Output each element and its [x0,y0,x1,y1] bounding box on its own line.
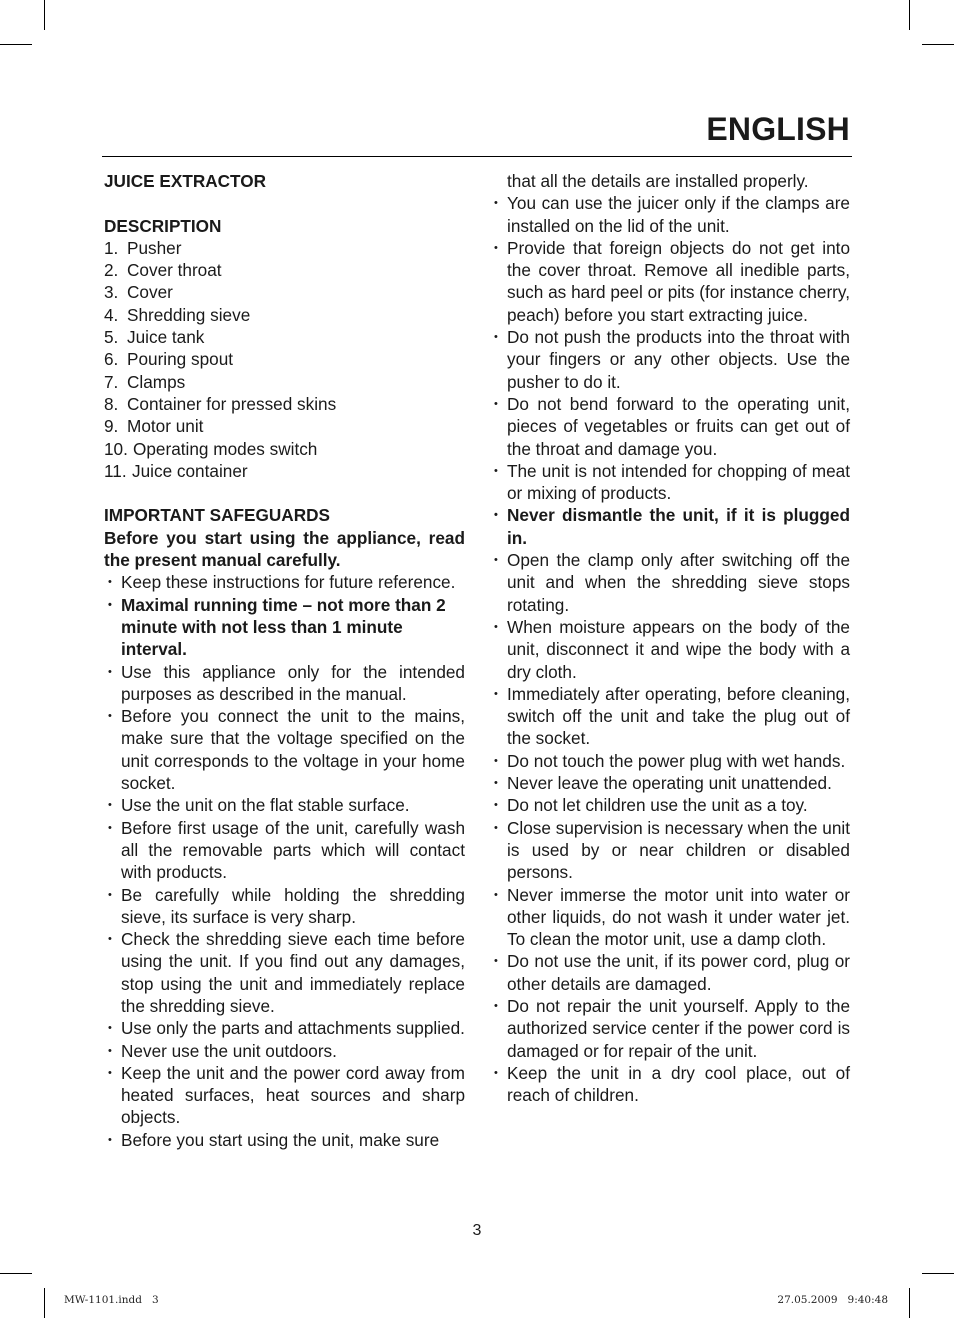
list-item: • Never leave the operating unit unattended. [490,772,850,794]
list-item: • Provide that foreign objects do not get into the cover throat. Remove all inedible parts, such as hard peel or pits (for instance cherry, peach) before you start extracting juice. [490,237,850,326]
item-number: 7. [104,371,119,392]
list-item: • Before you start using the unit, make sure [104,1129,465,1151]
item-number: 4. [104,304,119,325]
page-language-title: ENGLISH [706,111,850,147]
list-item: • Close supervision is necessary when the unit is used by or near children or disabled persons. [490,817,850,884]
list-item: • Keep the unit and the power cord away from heated surfaces, heat sources and sharp objects. [104,1062,465,1129]
list-item: • Before you connect the unit to the mains, make sure that the voltage specified on the unit corresponds to the voltage in your home socket. [104,705,465,794]
list-item: • Do not touch the power plug with wet hands. [490,750,850,772]
list-item [104,371,465,393]
list-item: • When moisture appears on the body of the unit, disconnect it and wipe the body with a dry cloth. [490,616,850,683]
item-number: 11. [104,460,127,481]
list-item: • Do not push the products into the throat with your fingers or any other objects. Use the pusher to do it. [490,326,850,393]
header-rule [102,156,852,157]
list-item: • Use only the parts and attachments supplied. [104,1017,465,1039]
description-heading: DESCRIPTION [104,215,222,236]
crop-mark [0,44,32,45]
list-item [104,259,465,281]
list-item: • Open the clamp only after switching off the unit and when the shredding sieve stops rotating. [490,549,850,616]
item-number: 6. [104,349,119,370]
item-label: Operating modes switch [133,438,318,459]
item-label: Clamps [127,371,186,392]
item-label: Juice tank [127,327,205,348]
date-slug: 27.05.2009 9:40:48 [777,1294,888,1306]
list-item: • Use this appliance only for the intended purposes as described in the manual. [104,661,465,706]
list-item [104,415,465,437]
list-item [104,460,465,482]
item-number: 5. [104,327,119,348]
list-item: • Do not use the unit, if its power cord, plug or other details are damaged. [490,950,850,995]
list-item [104,281,465,303]
item-label: Container for pressed skins [127,393,337,414]
item-number: 10. [104,438,128,459]
parts-list [104,237,465,482]
list-item: • Check the shredding sieve each time before using the unit. If you find out any damages, stop using the unit and immediately replace the shredding sieve. [104,928,465,1017]
item-number: 2. [104,260,119,281]
crop-mark [0,1273,32,1274]
page-number: 3 [472,1222,482,1239]
safeguards-intro: Before you start using the appliance, read the present manual carefully. [104,527,465,571]
crop-mark [922,1273,954,1274]
crop-mark [909,0,910,30]
list-item: • You can use the juicer only if the clamps are installed on the lid of the unit. [490,192,850,237]
item-label: Juice container [132,460,248,481]
safeguards-list [104,571,465,1151]
list-item [104,348,465,370]
continued-text: that all the details are installed properly. [507,171,809,191]
item-number: 9. [104,416,119,437]
crop-mark [44,1288,45,1318]
list-item: • Be carefully while holding the shredding sieve, its surface is very sharp. [104,884,465,929]
list-item [104,237,465,259]
safeguards-heading: IMPORTANT SAFEGUARDS [104,505,330,526]
list-item: • Do not bend forward to the operating unit, pieces of vegetables or fruits can get out of the throat and damage you. [490,393,850,460]
list-item: • Immediately after operating, before cleaning, switch off the unit and take the plug out of the socket. [490,683,850,750]
item-number: 1. [104,237,119,258]
crop-mark [44,0,45,30]
list-item: • Never dismantle the unit, if it is plugged in. [490,504,850,549]
document-title: JUICE EXTRACTOR [104,171,267,191]
list-item [104,304,465,326]
right-column [490,170,850,1106]
list-item: • Keep these instructions for future reference. [104,571,465,593]
list-item: • Keep the unit in a dry cool place, out of reach of children. [490,1062,850,1107]
list-item: • Do not repair the unit yourself. Apply to the authorized service center if the power cord is damaged or for repair of the unit. [490,995,850,1062]
list-item: • Do not let children use the unit as a toy. [490,794,850,816]
item-label: Motor unit [127,416,204,437]
list-item [104,438,465,460]
list-item [104,326,465,348]
item-label: Pouring spout [127,349,234,370]
safeguards-list-continued [490,192,850,1106]
list-item: • Use the unit on the flat stable surface. [104,794,465,816]
item-label: Cover [127,282,173,303]
item-number: 8. [104,393,119,414]
item-label: Cover throat [127,260,222,281]
list-item: • Never immerse the motor unit into water or other liquids, do not wash it under water jet. To clean the motor unit, use a damp cloth. [490,884,850,951]
list-item: • Maximal running time – not more than 2 minute with not less than 1 minute interval. [104,594,465,661]
left-column [104,170,465,1151]
crop-mark [909,1288,910,1318]
list-item: • The unit is not intended for chopping of meat or mixing of products. [490,460,850,505]
list-item [104,393,465,415]
list-item: • Never use the unit outdoors. [104,1040,465,1062]
file-slug: MW-1101.indd 3 [64,1294,159,1306]
item-number: 3. [104,282,119,303]
item-label: Pusher [127,237,182,258]
item-label: Shredding sieve [127,304,251,325]
list-item: • Before first usage of the unit, carefully wash all the removable parts which will contact with products. [104,817,465,884]
crop-mark [922,44,954,45]
